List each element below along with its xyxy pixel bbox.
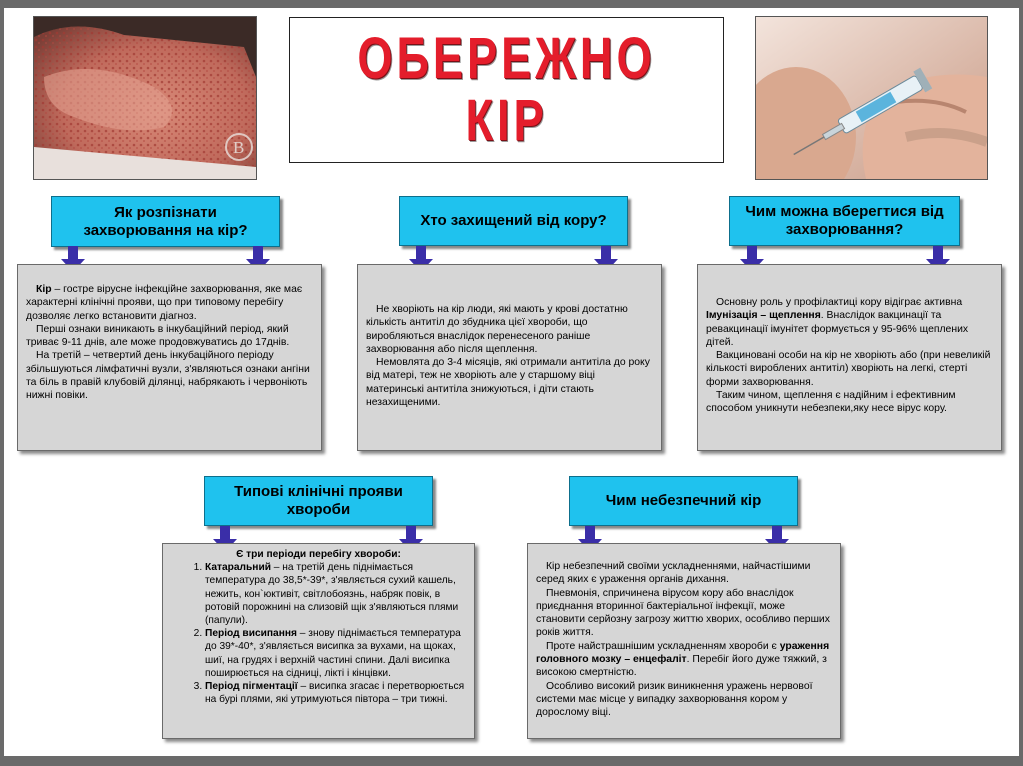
protected-paragraph-1: Не хворіють на кір люди, які мають у крові достатню кількість антитіл до збудника цієї хвороби, що виробляються внаслідок перенесеного раніше захворювання або після щеплення. (366, 304, 628, 355)
symptoms-intro: Є три періоди перебігу хвороби: (236, 549, 401, 560)
panel-protected (357, 264, 662, 451)
frame-left (0, 0, 4, 766)
prevent-paragraph-2: Вакциновані особи на кір не хворіють або (при невеликій кількості вироблених антитіл) хворіють на легкі, стерті форми захворювання. (706, 350, 991, 388)
prevent-paragraph-3: Таким чином, щеплення є надійним і ефективним способом уникнути небезпеки,яку несе вірус кору. (706, 390, 956, 415)
recognize-paragraph-3: На третій – четвертий день інкубаційного періоду збільшуються лімфатичні вузли, з'являються ознаки ангіни та біль в правій клубовій ділянці, набрякають і червоніють нижні повіки. (26, 350, 310, 402)
danger-paragraph-3: Проте найстрашнішим ускладненням хвороби є ураження головного мозку – енцефаліт. Перебіг його дуже тяжкий, з високою смертністю. (536, 640, 830, 679)
header-symptoms: Типові клінічні прояви хвороби (204, 476, 433, 526)
danger-paragraph-1: Кір небезпечний своїми ускладненнями, найчастішими серед яких є ураження органів дихання. (536, 561, 811, 586)
frame-top (0, 0, 1023, 8)
panel-recognize (17, 264, 322, 451)
header-danger: Чим небезпечний кір (569, 476, 798, 526)
frame-bottom (0, 756, 1023, 766)
recognize-paragraph-1: Кір – гостре вірусне інфекційне захворювання, яке має характерні клінічні прояви, що при типовому перебігу дозволяє легко встановити діагноз. (26, 284, 303, 322)
child-rash-photo (33, 16, 257, 180)
svg-text:B: B (233, 138, 245, 157)
title-line-1: ОБЕРЕЖНО (357, 26, 656, 91)
panel-symptoms (162, 543, 475, 739)
child-rash-image (34, 17, 256, 179)
recognize-paragraph-2: Перші ознаки виникають в інкубаційний період, який триває 9-11 днів, але може продовжуватись до 17днів. (26, 323, 290, 349)
header-protected: Хто захищений від кору? (399, 196, 628, 246)
symptoms-list-item: 1. Катаральний – на третій день піднімається температура до 38,5*-39*, з'являється сухий кашель, нежить, кон`юктивіт, світлобоязнь, набряк повік, в ротовій порожнині на слизовій щік з'являються плями (папули). (205, 561, 466, 627)
panel-prevent (697, 264, 1002, 451)
protected-paragraph-2: Немовлята до 3-4 місяців, які отримали антитіла до року від матері, теж не хворіють але у старшому віці материнські антитіла знижуються, і діти стають незахищеними. (366, 357, 650, 409)
danger-paragraph-4: Особливо високий ризик виникнення уражень нервової системи має місце у випадку захворювання кором у дорослому віці. (536, 680, 813, 719)
frame-right (1019, 0, 1023, 766)
symptoms-list-item: 3. Період пігментації – висипка згасає і перетворюється на бурі плями, які утримуються півтора – три тижні. (205, 680, 466, 706)
symptoms-list-item: 2. Період висипання – знову піднімається температура до 39*-40*, з'являється висипка за вухами, на щоках, шиї, на грудях і верхній частині спини. Далі висипка поширюється на сідниці, лікті і кінцівки. (205, 627, 466, 680)
title-box (289, 17, 724, 163)
header-prevent: Чим можна вберегтися від захворювання? (729, 196, 960, 246)
header-recognize: Як розпізнати захворювання на кір? (51, 196, 280, 247)
danger-paragraph-2: Пневмонія, спричинена вірусом кору або внаслідок приєднання вторинної бактеріальної інфекції, може становити серйозну загрозу життю хворих, особливо перших років життя. (536, 587, 830, 639)
prevent-paragraph-1: Основну роль у профілактиці кору відіграє активна Імунізація – щеплення. Внаслідок вакцинації та ревакцинації імунітет формується у 95-96% щеплених дітей. (706, 297, 969, 348)
symptoms-list (171, 561, 466, 706)
title-line-2: КІР (465, 88, 548, 153)
syringe-image (756, 17, 987, 179)
syringe-photo (755, 16, 988, 180)
panel-danger (527, 543, 841, 739)
